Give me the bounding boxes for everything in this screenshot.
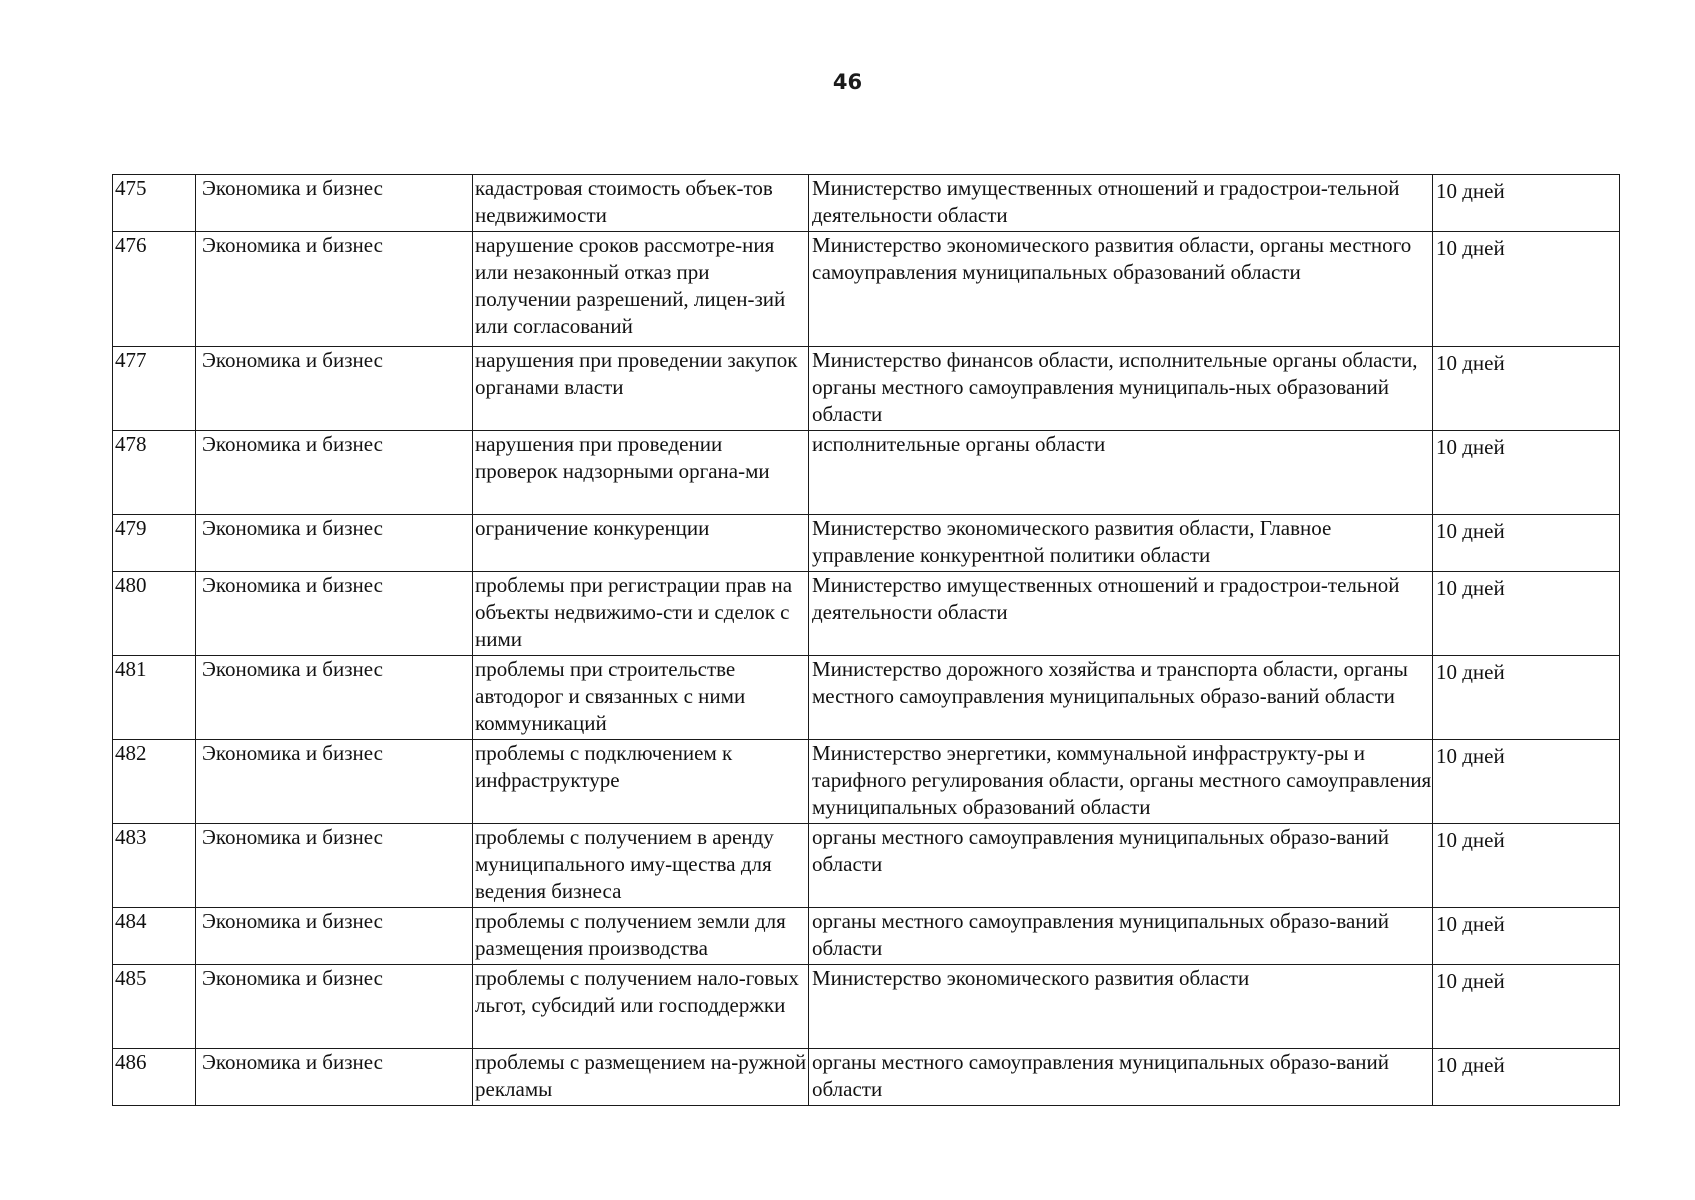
row-organ: Министерство экономического развития области, Главное управление конкурентной политики области	[809, 515, 1433, 572]
table-row	[113, 431, 1620, 515]
row-problem: нарушение сроков рассмотре-ния или незаконный отказ при получении разрешений, лицен-зий или согласований	[473, 232, 809, 347]
row-category: Экономика и бизнес	[196, 965, 473, 1049]
row-number: 478	[113, 431, 196, 515]
document-table	[112, 174, 1620, 1106]
row-organ: исполнительные органы области	[809, 431, 1433, 515]
row-number: 485	[113, 965, 196, 1049]
row-number: 481	[113, 656, 196, 740]
row-organ: Министерство энергетики, коммунальной инфраструкту-ры и тарифного регулирования области, органы местного самоуправления муниципальных образований области	[809, 740, 1433, 824]
table-row	[113, 1049, 1620, 1106]
row-organ: Министерство экономического развития области	[809, 965, 1433, 1049]
table-row	[113, 740, 1620, 824]
row-category: Экономика и бизнес	[196, 908, 473, 965]
row-problem: нарушения при проведении закупок органами власти	[473, 347, 809, 431]
row-term: 10 дней	[1433, 515, 1620, 572]
row-organ: Министерство финансов области, исполнительные органы области, органы местного самоуправления муниципаль-ных образований области	[809, 347, 1433, 431]
table-row	[113, 572, 1620, 656]
row-category: Экономика и бизнес	[196, 656, 473, 740]
row-problem: проблемы при строительстве автодорог и связанных с ними коммуникаций	[473, 656, 809, 740]
row-category: Экономика и бизнес	[196, 1049, 473, 1106]
row-problem: проблемы с размещением на-ружной рекламы	[473, 1049, 809, 1106]
row-term: 10 дней	[1433, 656, 1620, 740]
row-problem: проблемы с подключением к инфраструктуре	[473, 740, 809, 824]
row-number: 482	[113, 740, 196, 824]
row-number: 484	[113, 908, 196, 965]
table-row	[113, 175, 1620, 232]
row-organ: Министерство экономического развития области, органы местного самоуправления муниципальных образований области	[809, 232, 1433, 347]
table-row	[113, 965, 1620, 1049]
table-row	[113, 908, 1620, 965]
row-category: Экономика и бизнес	[196, 572, 473, 656]
table-row	[113, 656, 1620, 740]
document-table-container	[112, 174, 1598, 1106]
table-body	[113, 175, 1620, 1106]
row-category: Экономика и бизнес	[196, 515, 473, 572]
row-term: 10 дней	[1433, 175, 1620, 232]
row-term: 10 дней	[1433, 1049, 1620, 1106]
row-term: 10 дней	[1433, 740, 1620, 824]
row-term: 10 дней	[1433, 232, 1620, 347]
row-problem: проблемы с получением нало-говых льгот, субсидий или господдержки	[473, 965, 809, 1049]
row-category: Экономика и бизнес	[196, 232, 473, 347]
row-term: 10 дней	[1433, 965, 1620, 1049]
row-problem: кадастровая стоимость объек-тов недвижимости	[473, 175, 809, 232]
row-problem: проблемы с получением земли для размещения производства	[473, 908, 809, 965]
row-problem: проблемы с получением в аренду муниципального иму-щества для ведения бизнеса	[473, 824, 809, 908]
row-number: 477	[113, 347, 196, 431]
row-number: 476	[113, 232, 196, 347]
row-category: Экономика и бизнес	[196, 175, 473, 232]
row-problem: ограничение конкуренции	[473, 515, 809, 572]
row-problem: нарушения при проведении проверок надзорными органа-ми	[473, 431, 809, 515]
row-category: Экономика и бизнес	[196, 431, 473, 515]
table-row	[113, 515, 1620, 572]
row-problem: проблемы при регистрации прав на объекты недвижимо-сти и сделок с ними	[473, 572, 809, 656]
row-organ: Министерство дорожного хозяйства и транспорта области, органы местного самоуправления муниципальных образо-ваний области	[809, 656, 1433, 740]
table-row	[113, 232, 1620, 347]
row-organ: Министерство имущественных отношений и градострои-тельной деятельности области	[809, 572, 1433, 656]
row-number: 480	[113, 572, 196, 656]
row-number: 486	[113, 1049, 196, 1106]
row-category: Экономика и бизнес	[196, 347, 473, 431]
row-category: Экономика и бизнес	[196, 824, 473, 908]
row-term: 10 дней	[1433, 347, 1620, 431]
row-organ: органы местного самоуправления муниципальных образо-ваний области	[809, 824, 1433, 908]
row-organ: Министерство имущественных отношений и градострои-тельной деятельности области	[809, 175, 1433, 232]
row-category: Экономика и бизнес	[196, 740, 473, 824]
page-number: 46	[832, 70, 863, 94]
row-number: 483	[113, 824, 196, 908]
row-organ: органы местного самоуправления муниципальных образо-ваний области	[809, 1049, 1433, 1106]
row-number: 479	[113, 515, 196, 572]
row-term: 10 дней	[1433, 908, 1620, 965]
row-term: 10 дней	[1433, 572, 1620, 656]
row-term: 10 дней	[1433, 431, 1620, 515]
table-row	[113, 347, 1620, 431]
table-row	[113, 824, 1620, 908]
row-number: 475	[113, 175, 196, 232]
row-organ: органы местного самоуправления муниципальных образо-ваний области	[809, 908, 1433, 965]
row-term: 10 дней	[1433, 824, 1620, 908]
